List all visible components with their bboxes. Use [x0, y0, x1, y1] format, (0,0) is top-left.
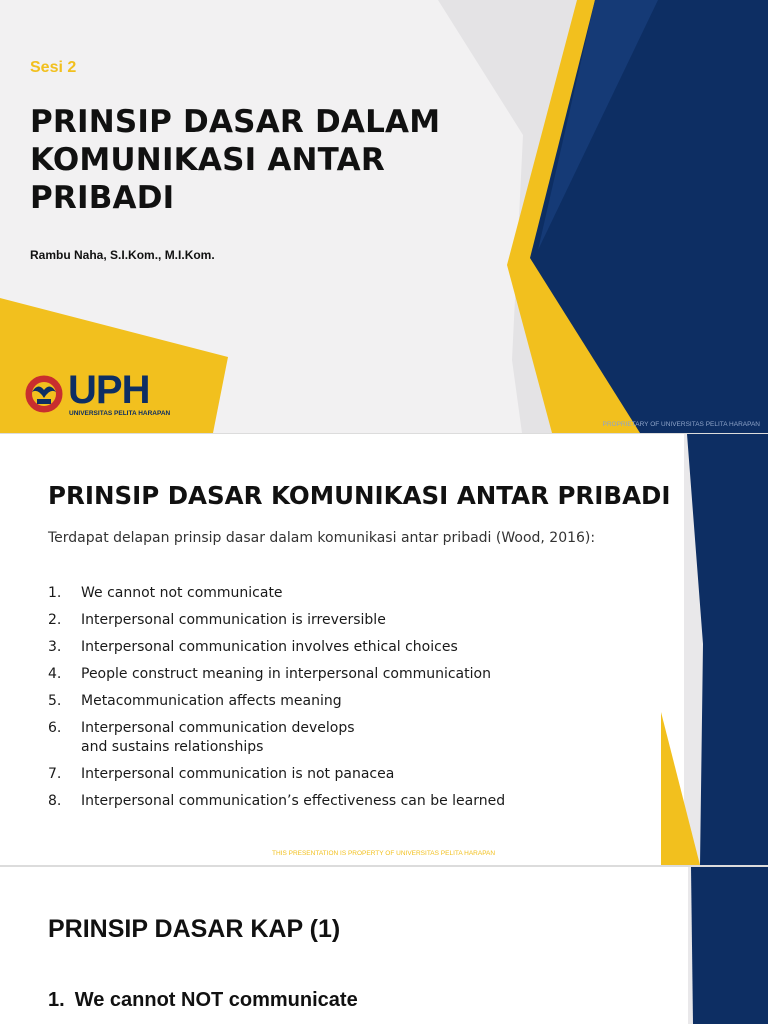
- point-text: We cannot NOT communicate: [74, 989, 358, 1011]
- kap-principle-slide: [0, 867, 768, 1024]
- list-item: 8. Interpersonal communication’s effectiveness can be learned: [48, 793, 506, 809]
- list-item: 3. Interpersonal communication involves ethical choices: [48, 639, 458, 655]
- principles-list: [48, 584, 541, 819]
- slide-title: PRINSIP DASAR KOMUNIKASI ANTAR PRIBADI: [48, 481, 671, 510]
- list-item: 2. Interpersonal communication is irreversible: [48, 612, 386, 628]
- property-note: THIS PRESENTATION IS PROPERTY OF UNIVERSITAS PELITA HARAPAN: [272, 850, 496, 857]
- author-name: Rambu Naha, S.I.Kom., M.I.Kom.: [30, 248, 215, 262]
- list-item: 4. People construct meaning in interpersonal communication: [48, 666, 491, 682]
- uph-logo: [22, 368, 212, 420]
- point-number: 1.: [48, 989, 65, 1011]
- logo-subtext: UNIVERSITAS PELITA HARAPAN: [69, 410, 171, 417]
- principle-point: [48, 989, 358, 1012]
- title-line-2: KOMUNIKASI ANTAR PRIBADI: [30, 142, 385, 216]
- logo-wordmark: UPH: [68, 368, 150, 412]
- list-item: 1. We cannot not communicate: [48, 585, 283, 601]
- uph-emblem-icon: [22, 372, 66, 416]
- title-line-1: PRINSIP DASAR DALAM: [30, 104, 441, 140]
- list-item: 6. Interpersonal communication develops and sustains relationships: [48, 720, 355, 755]
- slide-title: PRINSIP DASAR KAP (1): [48, 915, 341, 943]
- presentation-title: [30, 103, 530, 217]
- navy-side-band: [691, 867, 768, 1024]
- proprietary-note: PROPRIETARY OF UNIVERSITAS PELITA HARAPAN: [602, 421, 760, 428]
- intro-text: Terdapat delapan prinsip dasar dalam komunikasi antar pribadi (Wood, 2016):: [48, 530, 596, 546]
- title-slide: [0, 0, 768, 433]
- list-item: 5. Metacommunication affects meaning: [48, 693, 342, 709]
- session-label: Sesi 2: [30, 59, 77, 76]
- principles-slide: [0, 434, 768, 865]
- list-item: 7. Interpersonal communication is not panacea: [48, 766, 395, 782]
